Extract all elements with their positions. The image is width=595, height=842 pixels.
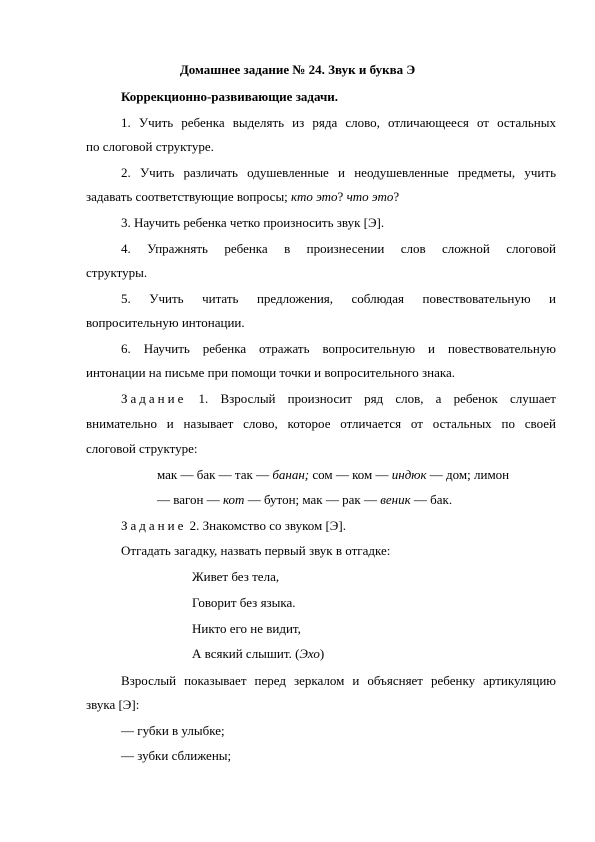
- riddle-answer: Эхо: [299, 646, 320, 661]
- riddle-line-1: Живет без тела,: [192, 569, 280, 584]
- articulation-line-2: звука [Э]:: [86, 697, 140, 712]
- word-group: — вагон —: [157, 492, 223, 507]
- odd-word: веник: [380, 492, 411, 507]
- odd-word: индюк: [391, 467, 427, 482]
- exercise-1-label: Задание: [121, 391, 187, 406]
- task-5-line-1: 5. Учить читать предложения, соблюдая повествовательную и: [121, 291, 556, 306]
- exercise-1-intro: 1. Взрослый произносит ряд слов, а ребенок слушает: [186, 391, 556, 406]
- task-2-separator: ?: [337, 189, 347, 204]
- question-what: что это: [346, 189, 394, 204]
- task-6-line-2: интонации на письме при помощи точки и вопросительного знака.: [86, 365, 456, 380]
- exercise-1-line-2: внимательно и называет слово, которое отличается от остальных по своей: [86, 416, 556, 431]
- task-2-line-1: 2. Учить различать одушевленные и неодушевленные предметы, учить: [121, 165, 556, 180]
- task-1-line-2: по слоговой структуре.: [86, 139, 214, 154]
- task-4-line-2: структуры.: [86, 265, 148, 280]
- articulation-line-1: Взрослый показывает перед зеркалом и объясняет ребенку артикуляцию: [121, 673, 556, 688]
- riddle-close: ): [319, 646, 325, 661]
- page-title: Домашнее задание № 24. Звук и буква Э: [179, 62, 416, 77]
- riddle-line-3: Никто его не видит,: [192, 621, 301, 636]
- task-6-line-1: 6. Научить ребенка отражать вопросительную и повествовательную: [121, 341, 556, 356]
- exercise-2-label: Задание: [121, 518, 187, 533]
- riddle-instruction: Отгадать загадку, назвать первый звук в отгадке:: [121, 543, 391, 558]
- exercise-2-heading: [121, 518, 346, 534]
- task-3-line-1: 3. Научить ребенка четко произносить звук [Э].: [121, 215, 385, 230]
- section-heading: Коррекционно-развивающие задачи.: [121, 89, 339, 104]
- exercise-2-title: 2. Знакомство со звуком [Э].: [186, 518, 346, 533]
- task-4-line-1: 4. Упражнять ребенка в произнесении слов сложной слоговой: [121, 241, 556, 256]
- odd-word: банан;: [272, 467, 310, 482]
- word-series-line-2: [157, 492, 452, 508]
- riddle-text: А всякий слышит. (: [192, 646, 300, 661]
- word-group: — бак.: [410, 492, 453, 507]
- articulation-point-2: — зубки сближены;: [121, 748, 232, 763]
- riddle-line-2: Говорит без языка.: [192, 595, 296, 610]
- task-2-end: ?: [393, 189, 400, 204]
- task-2-line-2: [86, 189, 399, 205]
- riddle-line-4: [192, 646, 324, 662]
- task-2-text: задавать соответствующие вопросы;: [86, 189, 292, 204]
- task-5-line-2: вопросительную интонации.: [86, 315, 245, 330]
- word-group: мак — бак — так —: [157, 467, 273, 482]
- odd-word: кот: [222, 492, 245, 507]
- exercise-1-line-1: [121, 391, 556, 407]
- question-who: кто это: [291, 189, 338, 204]
- word-group: — дом; лимон: [426, 467, 510, 482]
- word-group: — бутон; мак — рак —: [244, 492, 381, 507]
- exercise-1-line-3: слоговой структуре:: [86, 441, 198, 456]
- articulation-point-1: — губки в улыбке;: [121, 723, 225, 738]
- task-1-line-1: 1. Учить ребенка выделять из ряда слово, отличающееся от остальных: [121, 115, 556, 130]
- word-group: сом — ком —: [309, 467, 392, 482]
- word-series-line-1: [157, 467, 509, 483]
